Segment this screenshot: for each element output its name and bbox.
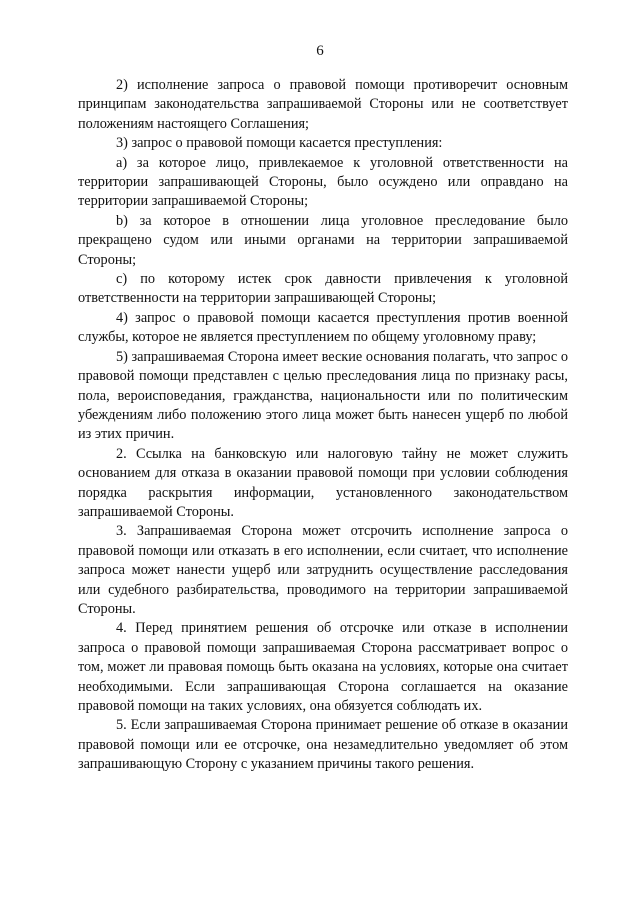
page-number: 6 [316, 43, 324, 59]
paragraph-subitem-b: b) за которое в отношении лица уголовное преследование было прекращено судом или иными органами на территории запрашиваемой Стороны; [78, 212, 568, 268]
paragraph-item-2: 2) исполнение запроса о правовой помощи противоречит основным принципам законодательства запрашиваемой Стороны или не соответствует положениям настоящего Соглашения; [78, 77, 568, 132]
paragraph-item-5: 5) запрашиваемая Сторона имеет веские основания полагать, что запрос о правовой помощи представлен с целью преследования лица по признаку расы, пола, вероисповедания, гражданства, национальности или по политическим убеждениям либо положению этого лица может быть нанесен ущерб по любой из этих причин. [78, 348, 568, 443]
paragraph-clause-3: 3. Запрашиваемая Сторона может отсрочить исполнение запроса о правовой помощи или отказать в его исполнении, если считает, что исполнение запроса может нанести ущерб или затруднить осуществление расследования или судебного разбирательства, проводимого на территории запрашиваемой Стороны. [78, 523, 568, 617]
paragraph-subitem-a: а) за которое лицо, привлекаемое к уголовной ответственности на территории запрашивающей Стороны, было осуждено или оправдано на территории запрашиваемой Стороны; [78, 154, 568, 210]
paragraph-clause-2: 2. Ссылка на банковскую или налоговую тайну не может служить основанием для отказа в оказании правовой помощи при условии соблюдения порядка раскрытия информации, установленного законодательством запрашиваемой Стороны. [78, 445, 568, 520]
paragraph-item-4: 4) запрос о правовой помощи касается преступления против военной службы, которое не является преступлением по общему уголовному праву; [78, 309, 568, 346]
document-body [78, 76, 568, 775]
paragraph-clause-4: 4. Перед принятием решения об отсрочке или отказе в исполнении запроса о правовой помощи запрашиваемая Сторона рассматривает вопрос о том, может ли правовая помощь быть оказана на условиях, которые она считает необходимыми. Если запрашивающая Сторона соглашается на оказание правовой помощи на таких условиях, она обязуется соблюдать их. [78, 620, 568, 714]
paragraph-subitem-c: с) по которому истек срок давности привлечения к уголовной ответственности на территории запрашивающей Стороны; [78, 271, 568, 307]
paragraph-item-3: 3) запрос о правовой помощи касается преступления: [116, 135, 443, 152]
paragraph-clause-5: 5. Если запрашиваемая Сторона принимает решение об отказе в оказании правовой помощи или ее отсрочке, она незамедлительно уведомляет об этом запрашивающую Сторону с указанием причины такого решения. [78, 717, 568, 773]
